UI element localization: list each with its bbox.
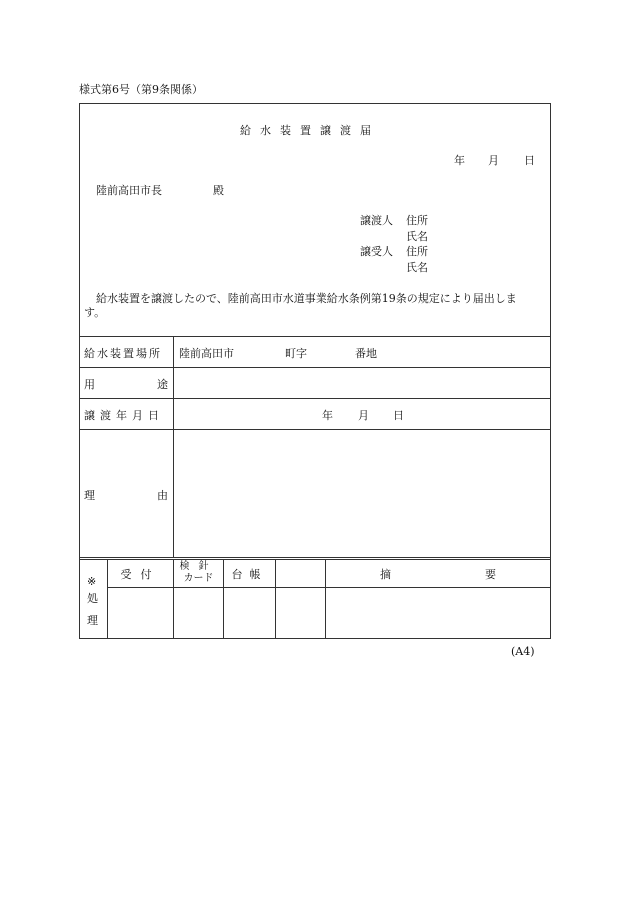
paper-size-note: (A4) [511,645,535,658]
location-town-label: 町字 [285,347,307,360]
usage-value-field[interactable] [174,368,550,397]
blank-cell[interactable] [276,588,324,638]
addressee-name: 陸前高田市長 [96,184,162,197]
location-lot-label: 番地 [355,347,377,360]
ledger-header: 台帳 [231,568,268,581]
usage-label-part-a: 用 [84,378,95,391]
row-divider [79,557,551,558]
reception-cell[interactable] [108,588,172,638]
transfer-date-year-label: 年 [322,409,333,422]
usage-label [84,376,168,392]
meter-card-cell[interactable] [174,588,222,638]
reason-value-field[interactable] [174,430,550,556]
transfer-date-month-label: 月 [358,409,369,422]
location-label: 給水装置場所 [84,347,162,360]
reason-label-part-b: 由 [157,489,168,502]
meter-card-header-line1: 検針 [179,561,218,572]
ledger-cell[interactable] [224,588,274,638]
summary-header-part-b: 要 [485,568,496,581]
usage-label-part-b: 途 [157,378,168,391]
transferee-name-label: 氏名 [406,261,428,274]
processing-label-part-b: 理 [87,614,98,627]
transfer-date-day-label: 日 [393,409,404,422]
reason-label [84,487,168,503]
reason-label-part-a: 理 [84,489,95,502]
reception-header: 受付 [120,568,161,581]
date-year-label: 年 [454,154,465,167]
transferor-address-label: 住所 [406,214,428,227]
transfer-date-label: 譲渡年月日 [84,409,164,422]
transferor-name-label: 氏名 [406,230,428,243]
summary-header [380,566,496,582]
date-month-label: 月 [488,154,499,167]
location-value-field[interactable] [174,337,550,366]
declaration-text-continued: す。 [84,306,106,319]
date-day-label: 日 [524,154,535,167]
processing-label-part-a: 処 [87,592,98,605]
transferee-role: 譲受人 [360,245,393,258]
summary-cell[interactable] [326,588,550,638]
summary-header-part-a: 摘 [380,568,391,581]
transferor-role: 譲渡人 [360,214,393,227]
addressee-honorific: 殿 [213,184,224,197]
location-city: 陸前高田市 [179,347,234,360]
form-label: 様式第6号（第9条関係） [79,83,203,96]
meter-card-header [174,561,223,585]
transferee-address-label: 住所 [406,245,428,258]
transfer-date-value-field[interactable] [174,399,550,428]
row-divider [79,559,551,560]
form-title: 給水装置譲渡届 [240,124,380,137]
declaration-text: 給水装置を譲渡したので、陸前高田市水道事業給水条例第19条の規定により届出しま [96,292,517,305]
meter-card-header-line2: カード [183,573,214,584]
office-use-mark: ※ [87,575,97,588]
